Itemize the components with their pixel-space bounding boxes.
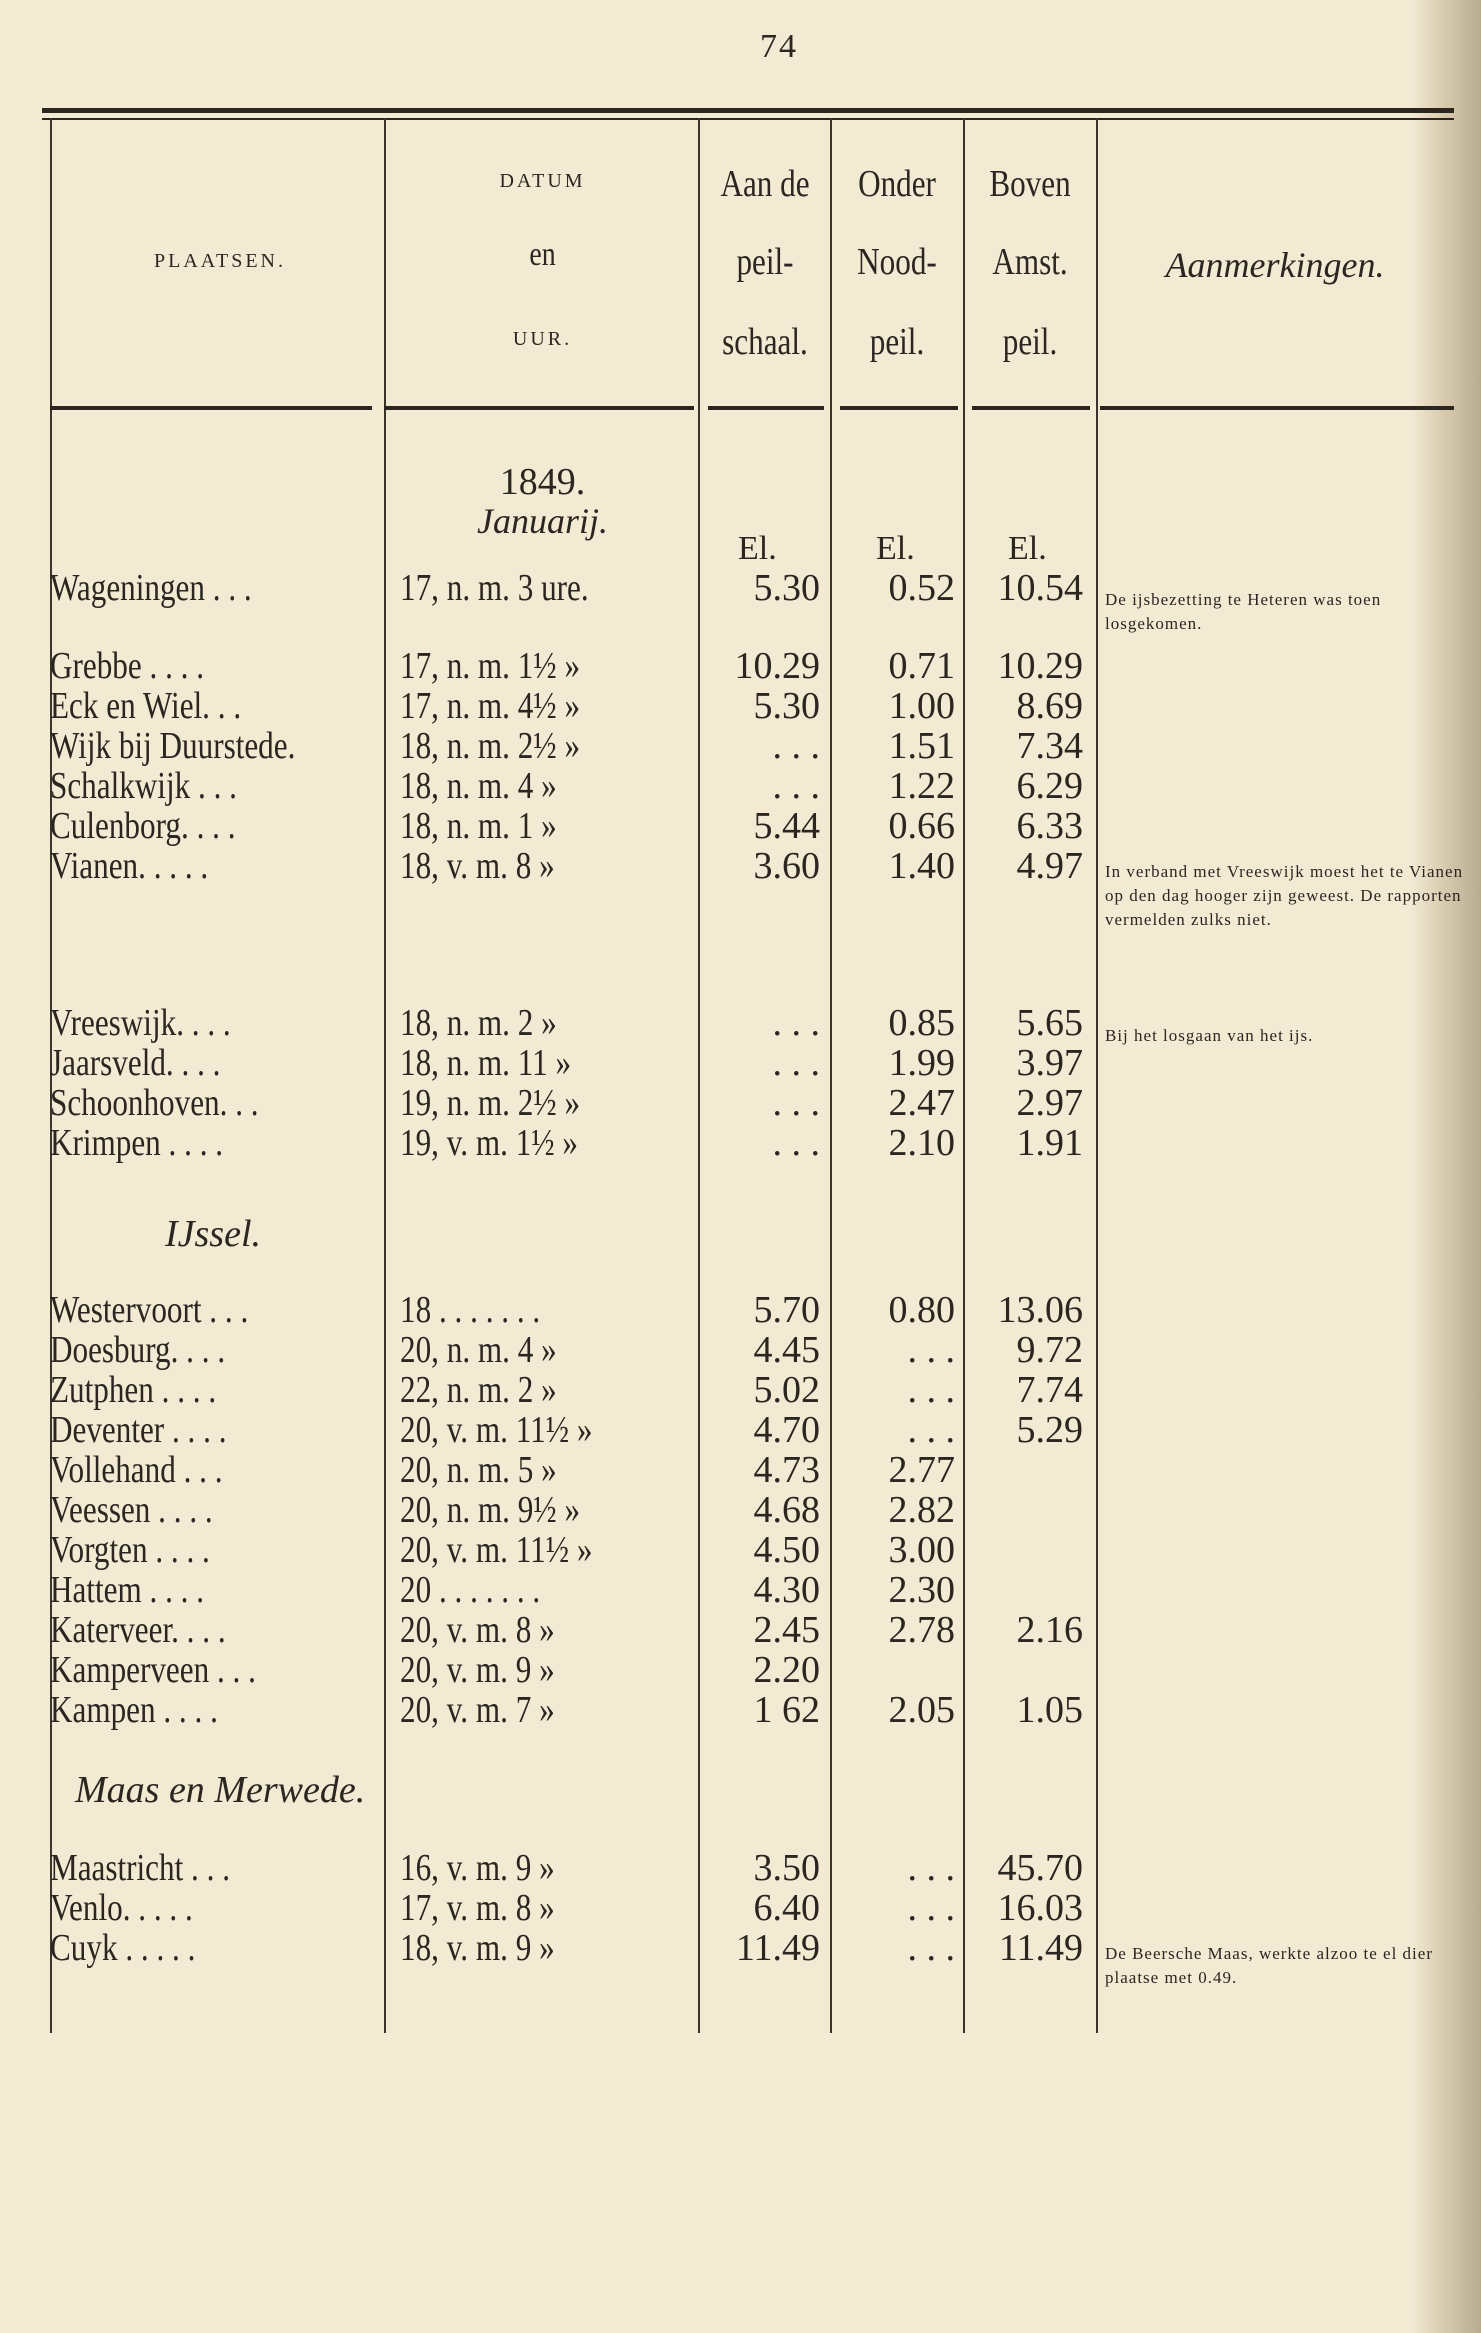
value-peilschaal: 5.44 <box>753 805 820 847</box>
value-onder-noodpeil: . . . <box>907 1847 955 1889</box>
value-peilschaal: 5.70 <box>753 1289 820 1331</box>
value-onder-noodpeil: 0.52 <box>888 567 955 609</box>
value-onder-noodpeil: 1.22 <box>888 765 955 807</box>
value-boven-amst-peil: 13.06 <box>997 1289 1083 1331</box>
value-boven-amst-peil: 45.70 <box>997 1847 1083 1889</box>
date-time: 18, v. m. 9 » <box>400 1927 555 1969</box>
date-time: 20, v. m. 11½ » <box>400 1529 593 1571</box>
value-peilschaal: 5.30 <box>753 685 820 727</box>
place-name: Westervoort . . . <box>50 1289 249 1331</box>
place-name: Kampen . . . . <box>50 1689 218 1731</box>
section-maas: Maas en Merwede. <box>75 1769 366 1811</box>
value-onder-noodpeil: 1.40 <box>888 845 955 887</box>
date-time: 17, n. m. 4½ » <box>400 685 581 727</box>
date-time: 17, n. m. 3 ure. <box>400 567 589 609</box>
value-peilschaal: . . . <box>772 1082 820 1124</box>
value-onder-noodpeil: 1.51 <box>888 725 955 767</box>
value-onder-noodpeil: . . . <box>907 1369 955 1411</box>
place-name: Wageningen . . . <box>50 567 252 609</box>
value-boven-amst-peil: 9.72 <box>1016 1329 1083 1371</box>
header-rule <box>50 406 372 410</box>
value-peilschaal: 3.50 <box>753 1847 820 1889</box>
place-name: Wijk bij Duurstede. <box>50 725 296 767</box>
header-rule <box>708 406 824 410</box>
value-boven-amst-peil: 7.74 <box>1016 1369 1083 1411</box>
header-peil-2: peil- <box>736 241 794 283</box>
value-peilschaal: 4.30 <box>753 1569 820 1611</box>
note-cuyk: De Beersche Maas, werkte alzoo te el dier plaatse met 0.49. <box>1105 1944 1433 1987</box>
value-onder-noodpeil: 2.82 <box>888 1489 955 1531</box>
place-name: Katerveer. . . . <box>50 1609 226 1651</box>
header-nood-3: peil. <box>869 321 925 363</box>
date-time: 18, n. m. 1 » <box>400 805 557 847</box>
place-name: Deventer . . . . <box>50 1409 227 1451</box>
unit-label-amst: El. <box>1008 530 1047 567</box>
year-label: 1849. <box>499 461 586 503</box>
header-plaatsen: PLAATSEN. <box>153 250 286 272</box>
header-peil-1: Aan de <box>720 163 810 205</box>
value-onder-noodpeil: 0.85 <box>888 1002 955 1044</box>
header-amst-1: Boven <box>989 163 1071 205</box>
value-boven-amst-peil: 3.97 <box>1016 1042 1083 1084</box>
value-peilschaal: 4.70 <box>753 1409 820 1451</box>
unit-label-nood: El. <box>876 530 915 567</box>
note-vreeswijk: Bij het losgaan van het ijs. <box>1105 1026 1314 1045</box>
value-boven-amst-peil: 5.29 <box>1016 1409 1083 1451</box>
value-onder-noodpeil: 0.71 <box>888 645 955 687</box>
value-peilschaal: 2.20 <box>753 1649 820 1691</box>
value-boven-amst-peil: 11.49 <box>998 1927 1083 1969</box>
value-onder-noodpeil: 2.05 <box>888 1689 955 1731</box>
value-boven-amst-peil: 8.69 <box>1016 685 1083 727</box>
note-vianen: In verband met Vreeswijk moest het te Vianen op den dag hooger zijn geweest. De rapporten vermelden zulks niet. <box>1105 862 1464 929</box>
value-peilschaal: 11.49 <box>735 1927 820 1969</box>
value-boven-amst-peil: 2.16 <box>1016 1609 1083 1651</box>
value-onder-noodpeil: . . . <box>907 1887 955 1929</box>
place-name: Eck en Wiel. . . <box>50 685 242 727</box>
value-peilschaal: . . . <box>772 1002 820 1044</box>
column-line-amst <box>1096 118 1098 2033</box>
value-onder-noodpeil: 2.10 <box>888 1122 955 1164</box>
place-name: Vorgten . . . . <box>50 1529 210 1571</box>
value-onder-noodpeil: 2.30 <box>888 1569 955 1611</box>
date-time: 18, v. m. 8 » <box>400 845 555 887</box>
date-time: 20, v. m. 11½ » <box>400 1409 593 1451</box>
place-name: Cuyk . . . . . <box>50 1927 196 1969</box>
value-peilschaal: 6.40 <box>753 1887 820 1929</box>
value-boven-amst-peil: 1.91 <box>1016 1122 1083 1164</box>
value-peilschaal: . . . <box>772 1042 820 1084</box>
value-boven-amst-peil: 10.29 <box>997 645 1083 687</box>
date-time: 20 . . . . . . . <box>400 1569 541 1611</box>
place-name: Vollehand . . . <box>50 1449 223 1491</box>
header-peil-3: schaal. <box>722 321 808 363</box>
value-onder-noodpeil: 2.47 <box>888 1082 955 1124</box>
date-time: 19, v. m. 1½ » <box>400 1122 579 1164</box>
header-rule <box>840 406 958 410</box>
header-datum-3: UUR. <box>512 328 573 350</box>
date-time: 20, n. m. 9½ » <box>400 1489 581 1531</box>
header-rule <box>1100 406 1454 410</box>
value-peilschaal: 4.73 <box>753 1449 820 1491</box>
date-time: 20, v. m. 7 » <box>400 1689 555 1731</box>
place-name: Maastricht . . . <box>50 1847 231 1889</box>
date-time: 18, n. m. 2 » <box>400 1002 557 1044</box>
place-name: Jaarsveld. . . . <box>50 1042 221 1084</box>
value-peilschaal: . . . <box>772 765 820 807</box>
value-onder-noodpeil: . . . <box>907 1409 955 1451</box>
header-datum-1: DATUM <box>499 170 586 192</box>
date-time: 22, n. m. 2 » <box>400 1369 557 1411</box>
value-peilschaal: 4.50 <box>753 1529 820 1571</box>
date-time: 19, n. m. 2½ » <box>400 1082 581 1124</box>
header-nood-1: Onder <box>858 163 936 205</box>
value-boven-amst-peil: 1.05 <box>1016 1689 1083 1731</box>
date-time: 16, v. m. 9 » <box>400 1847 555 1889</box>
value-peilschaal: . . . <box>772 725 820 767</box>
date-time: 17, n. m. 1½ » <box>400 645 581 687</box>
place-name: Doesburg. . . . <box>50 1329 226 1371</box>
date-time: 20, n. m. 5 » <box>400 1449 557 1491</box>
value-onder-noodpeil: 1.00 <box>888 685 955 727</box>
note-wageningen: De ijsbezetting te Heteren was toen losgekomen. <box>1105 590 1382 633</box>
value-onder-noodpeil: 0.80 <box>888 1289 955 1331</box>
value-boven-amst-peil: 10.54 <box>997 567 1083 609</box>
value-boven-amst-peil: 6.33 <box>1016 805 1083 847</box>
place-name: Zutphen . . . . <box>50 1369 217 1411</box>
section-ijssel: IJssel. <box>165 1213 262 1255</box>
place-name: Vianen. . . . . <box>50 845 209 887</box>
value-onder-noodpeil: 2.78 <box>888 1609 955 1651</box>
value-boven-amst-peil: 4.97 <box>1016 845 1083 887</box>
top-rule <box>42 108 1454 113</box>
value-onder-noodpeil: 1.99 <box>888 1042 955 1084</box>
header-nood-2: Nood- <box>857 241 937 283</box>
top-rule-thin <box>42 118 1454 120</box>
value-peilschaal: 3.60 <box>753 845 820 887</box>
header-rule <box>972 406 1090 410</box>
value-boven-amst-peil: 6.29 <box>1016 765 1083 807</box>
value-peilschaal: 5.02 <box>753 1369 820 1411</box>
date-time: 18, n. m. 11 » <box>400 1042 572 1084</box>
unit-label-peil: El. <box>738 530 777 567</box>
date-time: 20, v. m. 8 » <box>400 1609 555 1651</box>
header-datum-2: en <box>529 236 556 273</box>
value-boven-amst-peil: 2.97 <box>1016 1082 1083 1124</box>
page-number: 74 <box>760 28 798 65</box>
date-time: 18, n. m. 4 » <box>400 765 557 807</box>
value-boven-amst-peil: 5.65 <box>1016 1002 1083 1044</box>
value-peilschaal: 10.29 <box>734 645 820 687</box>
place-name: Schoonhoven. . . <box>50 1082 259 1124</box>
value-peilschaal: 1 62 <box>753 1689 820 1731</box>
value-peilschaal: 4.45 <box>753 1329 820 1371</box>
header-amst-2: Amst. <box>992 241 1068 283</box>
value-onder-noodpeil: 2.77 <box>888 1449 955 1491</box>
value-onder-noodpeil: . . . <box>907 1927 955 1969</box>
place-name: Veessen . . . . <box>50 1489 213 1531</box>
place-name: Krimpen . . . . <box>50 1122 224 1164</box>
date-time: 18 . . . . . . . <box>400 1289 541 1331</box>
place-name: Culenborg. . . . <box>50 805 236 847</box>
value-onder-noodpeil: . . . <box>907 1329 955 1371</box>
header-aanmerkingen: Aanmerkingen. <box>1165 245 1385 285</box>
value-peilschaal: . . . <box>772 1122 820 1164</box>
date-time: 17, v. m. 8 » <box>400 1887 555 1929</box>
value-peilschaal: 2.45 <box>753 1609 820 1651</box>
value-peilschaal: 5.30 <box>753 567 820 609</box>
value-boven-amst-peil: 16.03 <box>997 1887 1083 1929</box>
place-name: Schalkwijk . . . <box>50 765 237 807</box>
value-onder-noodpeil: 3.00 <box>888 1529 955 1571</box>
header-amst-3: peil. <box>1002 321 1058 363</box>
place-name: Venlo. . . . . <box>50 1887 193 1929</box>
month-label: Januarij. <box>477 501 608 541</box>
value-boven-amst-peil: 7.34 <box>1016 725 1083 767</box>
date-time: 20, v. m. 9 » <box>400 1649 555 1691</box>
place-name: Vreeswijk. . . . <box>50 1002 231 1044</box>
place-name: Grebbe . . . . <box>50 645 205 687</box>
value-onder-noodpeil: 0.66 <box>888 805 955 847</box>
value-peilschaal: 4.68 <box>753 1489 820 1531</box>
place-name: Hattem . . . . <box>50 1569 205 1611</box>
place-name: Kamperveen . . . <box>50 1649 256 1691</box>
date-time: 18, n. m. 2½ » <box>400 725 581 767</box>
header-rule <box>384 406 694 410</box>
date-time: 20, n. m. 4 » <box>400 1329 557 1371</box>
